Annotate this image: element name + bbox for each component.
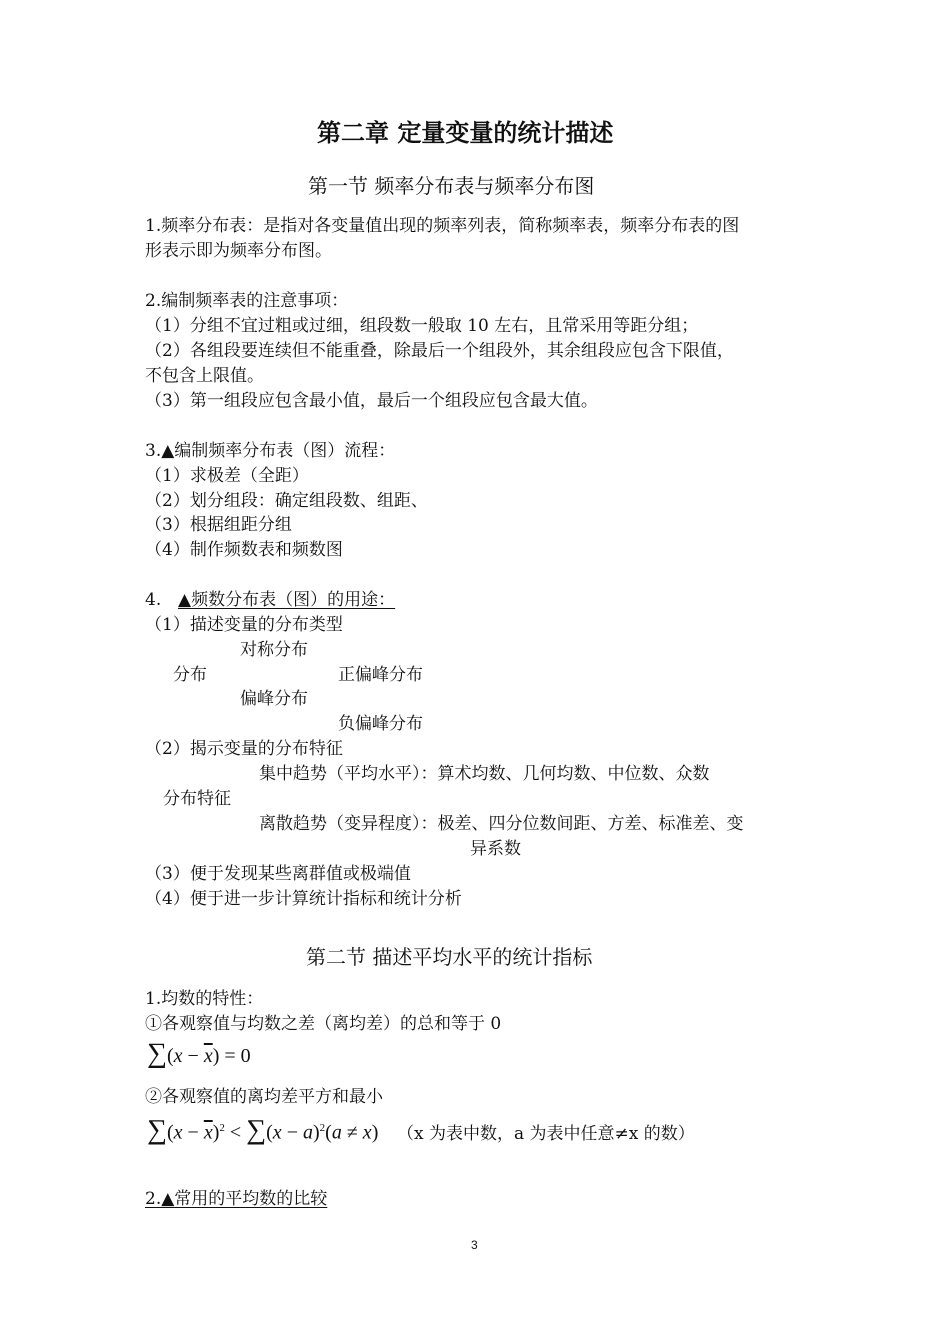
s2-p1-head: 1.均数的特性： bbox=[145, 989, 264, 1009]
tree2-dispersion: 离散趋势（变异程度）：极差、四分位数间距、方差、标准差、变 bbox=[259, 814, 744, 834]
s1-p4-item4: （4）便于进一步计算统计指标和统计分析 bbox=[145, 889, 462, 909]
s1-p3-item4: （4）制作频数表和频数图 bbox=[145, 540, 343, 560]
s1-p2-item2b: 不包含上限值。 bbox=[145, 366, 264, 386]
tree1-root: 分布 bbox=[173, 665, 207, 685]
tree2-dispersion-cont: 异系数 bbox=[470, 839, 521, 859]
formula-sum-deviation-zero: $\sum(x - \overline{x}) = 0$ bbox=[147, 1038, 251, 1069]
s1-p2-item1: （1）分组不宜过粗或过细，组段数一般取 10 左右，且常采用等距分组； bbox=[145, 316, 699, 336]
s1-p4-number: 4. bbox=[145, 590, 162, 610]
s1-p3-item1: （1）求极差（全距） bbox=[145, 466, 309, 486]
s1-p4-item3: （3）便于发现某些离群值或极端值 bbox=[145, 864, 411, 884]
s1-p2-item3: （3）第一组段应包含最小值，最后一个组段应包含最大值。 bbox=[145, 391, 598, 411]
s2-property-2: ②各观察值的离均差平方和最小 bbox=[145, 1087, 383, 1107]
tree1-negative: 负偏峰分布 bbox=[338, 714, 423, 734]
s2-property-1: ①各观察值与均数之差（离均差）的总和等于 0 bbox=[145, 1014, 502, 1034]
s1-p2-head: 2.编制频率表的注意事项： bbox=[145, 291, 349, 311]
s1-p3-head: 3.▲编制频率分布表（图）流程： bbox=[145, 441, 396, 461]
section-1-title: 第一节 频率分布表与频率分布图 bbox=[308, 174, 595, 198]
s1-p1-line1: 1.频率分布表：是指对各变量值出现的频率列表，简称频率表，频率分布表的图 bbox=[145, 216, 740, 236]
s1-p4-head: ▲频数分布表（图）的用途： bbox=[178, 590, 396, 610]
s1-p4-item2: （2）揭示变量的分布特征 bbox=[145, 739, 343, 759]
page-number: 3 bbox=[471, 1238, 478, 1252]
formula-sum-squares-minimum: $\sum(x - \overline{x})^2 < \sum(x - a)^2(a \ne x)$ bbox=[147, 1114, 379, 1146]
tree2-root: 分布特征 bbox=[163, 789, 231, 809]
chapter-title: 第二章 定量变量的统计描述 bbox=[317, 119, 614, 147]
s2-p2-head: 2.▲常用的平均数的比较 bbox=[145, 1189, 328, 1209]
s1-p3-item2: （2）划分组段：确定组段数、组距、 bbox=[145, 491, 428, 511]
tree1-skewed: 偏峰分布 bbox=[240, 689, 308, 709]
s1-p2-item2a: （2）各组段要连续但不能重叠，除最后一个组段外，其余组段应包含下限值， bbox=[145, 341, 734, 361]
tree1-symmetric: 对称分布 bbox=[240, 640, 308, 660]
s1-p1-line2: 形表示即为频率分布图。 bbox=[145, 241, 332, 261]
s1-p4-item1: （1）描述变量的分布类型 bbox=[145, 615, 343, 635]
tree2-central: 集中趋势（平均水平）：算术均数、几何均数、中位数、众数 bbox=[259, 764, 710, 784]
s1-p3-item3: （3）根据组距分组 bbox=[145, 515, 292, 535]
section-2-title: 第二节 描述平均水平的统计指标 bbox=[306, 945, 593, 969]
tree1-positive: 正偏峰分布 bbox=[338, 665, 423, 685]
formula-note: （x 为表中数，a 为表中任意≠x 的数） bbox=[397, 1124, 695, 1144]
